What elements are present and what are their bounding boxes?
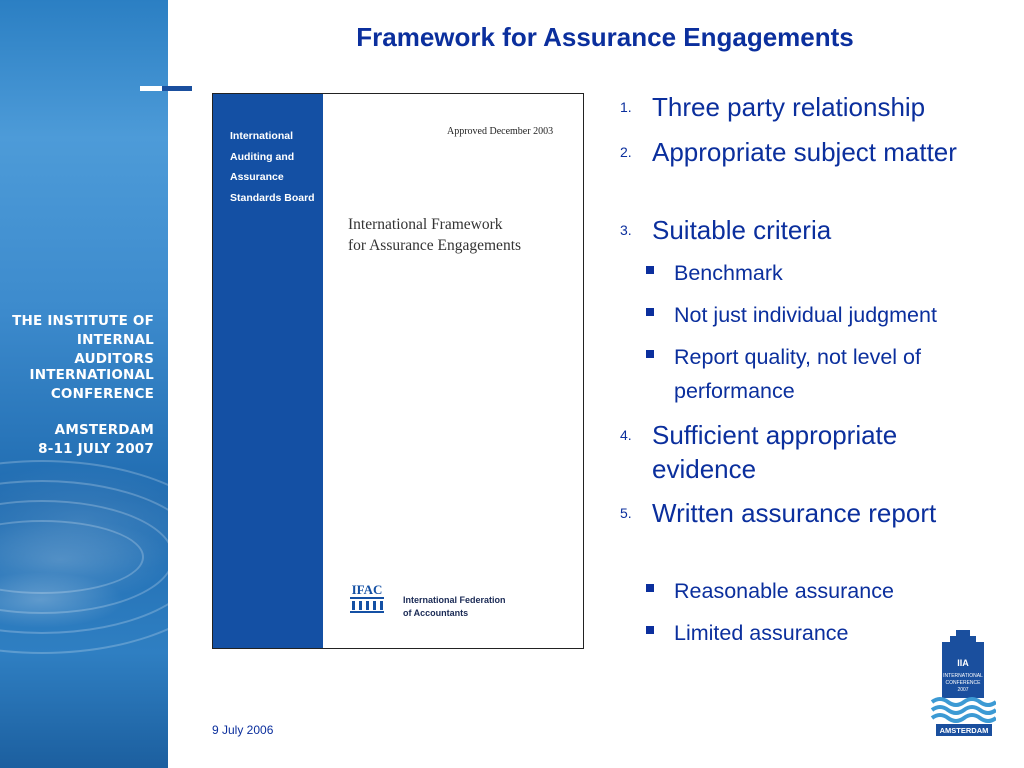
svg-text:IFAC: IFAC	[351, 582, 383, 597]
sub-item-text: Not just individual judgment	[674, 303, 937, 327]
square-bullet-icon	[646, 308, 654, 316]
svg-text:2007: 2007	[957, 687, 969, 693]
svg-text:CONFERENCE: CONFERENCE	[945, 680, 981, 686]
list-text: Three party relationship	[652, 92, 926, 122]
svg-text:AMSTERDAM: AMSTERDAM	[939, 726, 989, 735]
list-number: 3.	[620, 222, 632, 238]
list-text: Appropriate subject matter	[652, 137, 957, 167]
sub-item-text: Benchmark	[674, 261, 783, 285]
cover-title: International Framework for Assurance Engagements	[348, 216, 522, 254]
ifac-logo-icon	[348, 580, 386, 616]
sub-item-text: Report quality, not level of performance	[674, 345, 921, 403]
list-number: 4.	[620, 427, 632, 443]
conference-badge-logo	[930, 630, 996, 740]
list-number: 1.	[620, 99, 632, 115]
conference-label: INTERNATIONAL CONFERENCE	[29, 367, 154, 402]
sub-item-text: Reasonable assurance	[674, 579, 894, 603]
cover-org-name: International Auditing and Assurance Standards Board	[230, 130, 315, 204]
square-bullet-icon	[646, 266, 654, 274]
list-number: 5.	[620, 505, 632, 521]
sidebar-water-panel	[0, 0, 168, 768]
cover-approved-date: Approved December 2003	[447, 126, 554, 137]
sub-item-text: Limited assurance	[674, 621, 849, 645]
square-bullet-icon	[646, 626, 654, 634]
location-date-label: AMSTERDAM 8-11 JULY 2007	[38, 422, 154, 457]
footer-date: 9 July 2006	[212, 723, 274, 737]
document-cover-image	[212, 93, 584, 649]
svg-text:INTERNATIONAL: INTERNATIONAL	[943, 673, 983, 679]
list-text: Written assurance report	[652, 498, 937, 528]
list-number: 2.	[620, 144, 632, 160]
list-text: Sufficient appropriate evidence	[652, 420, 898, 484]
ripple-decoration	[0, 460, 234, 654]
square-bullet-icon	[646, 350, 654, 358]
institute-label: THE INSTITUTE OF INTERNAL AUDITORS	[12, 313, 154, 367]
svg-text:IIA: IIA	[957, 658, 969, 668]
cover-federation-name: International Federation of Accountants	[403, 595, 506, 618]
slide-title: Framework for Assurance Engagements	[356, 22, 854, 52]
square-bullet-icon	[646, 584, 654, 592]
accent-bar	[142, 86, 192, 91]
list-text: Suitable criteria	[652, 215, 832, 245]
